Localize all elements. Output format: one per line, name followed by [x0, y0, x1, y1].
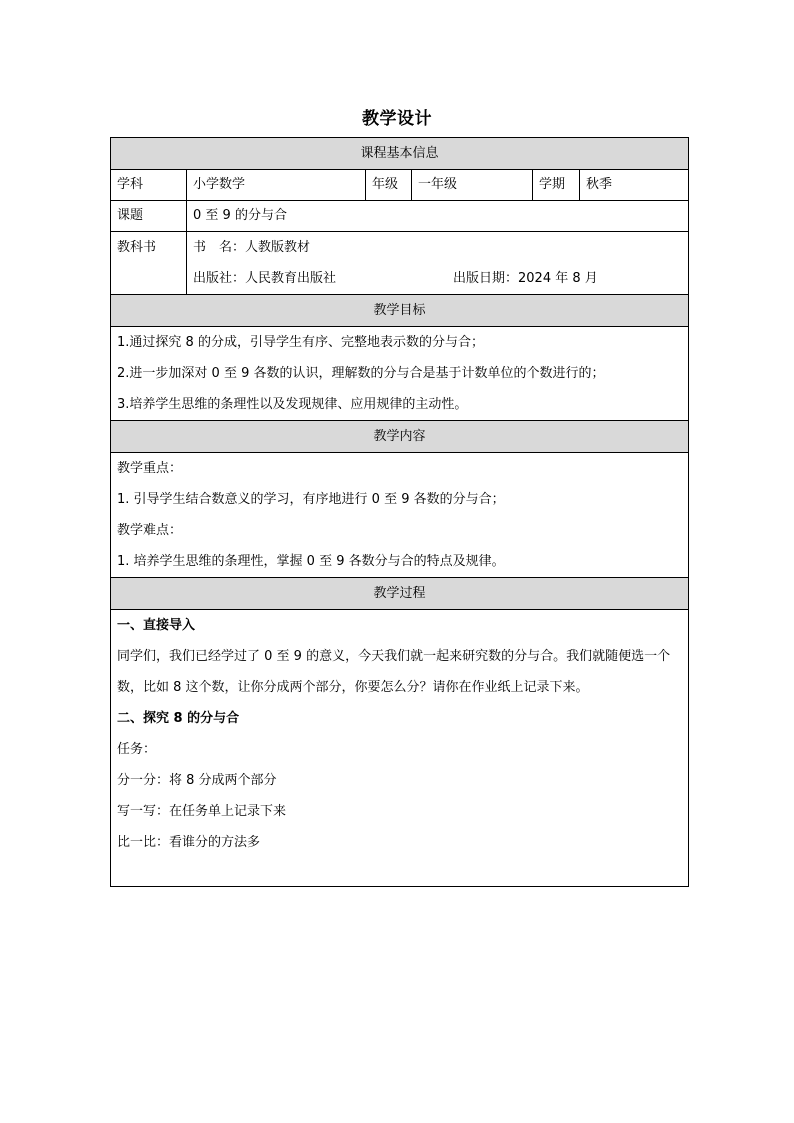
subject-value: 小学数学: [187, 170, 366, 201]
task-item: 分一分：将 8 分成两个部分: [117, 773, 277, 788]
document-title: 教学设计: [362, 109, 432, 129]
publisher-row: [193, 263, 682, 294]
objective-item: 2.进一步加深对 0 至 9 各数的认识，理解数的分与合是基于计数单位的个数进行的；: [117, 366, 605, 381]
step2-heading: 二、探究 8 的分与合: [117, 711, 240, 726]
section-header-content: 教学内容: [111, 421, 689, 453]
task-item: 写一写：在任务单上记录下来: [117, 804, 287, 819]
objective-item: 3.培养学生思维的条理性以及发现规律、应用规律的主动性。: [117, 397, 468, 412]
section-header-process: 教学过程: [111, 578, 689, 610]
subject-label: 学科: [111, 170, 187, 201]
objective-item: 1.通过探究 8 的分成，引导学生有序、完整地表示数的分与合；: [117, 335, 484, 350]
lesson-plan-table: [110, 137, 689, 887]
publication-date: 出版日期：2024 年 8 月: [453, 271, 598, 286]
section-header-objectives: 教学目标: [111, 295, 689, 327]
textbook-label-text: 教科书: [117, 240, 157, 255]
blank-space: [117, 858, 682, 886]
step1-heading: 一、直接导入: [117, 618, 196, 633]
task-label: 任务：: [117, 742, 157, 757]
textbook-info: [187, 232, 689, 295]
publisher: 出版社：人民教育出版社: [193, 271, 337, 286]
task-item: 比一比：看谁分的方法多: [117, 835, 261, 850]
section-header-basic-info: 课程基本信息: [111, 138, 689, 170]
grade-value: 一年级: [412, 170, 533, 201]
step1-text: 同学们，我们已经学过了 0 至 9 的意义，今天我们就一起来研究数的分与合。我们就随便选一个数，比如 8 这个数，让你分成两个部分，你要怎么分？请你在作业纸上记录下来。: [117, 649, 671, 695]
topic-label: 课题: [111, 201, 187, 232]
difficulty-label: 教学难点：: [117, 523, 183, 538]
topic-value: 0 至 9 的分与合: [187, 201, 689, 232]
grade-label: 年级: [366, 170, 412, 201]
book-name: 书 名：人教版教材: [193, 240, 311, 255]
textbook-label: [111, 232, 187, 295]
key-points-label: 教学重点：: [117, 461, 183, 476]
term-label: 学期: [533, 170, 580, 201]
content-cell: [111, 453, 689, 578]
process-cell: [111, 610, 689, 887]
difficulty-item: 1. 培养学生思维的条理性，掌握 0 至 9 各数分与合的特点及规律。: [117, 554, 505, 569]
term-value: 秋季: [580, 170, 689, 201]
key-point-item: 1. 引导学生结合数意义的学习，有序地进行 0 至 9 各数的分与合；: [117, 492, 505, 507]
objectives-cell: [111, 327, 689, 421]
